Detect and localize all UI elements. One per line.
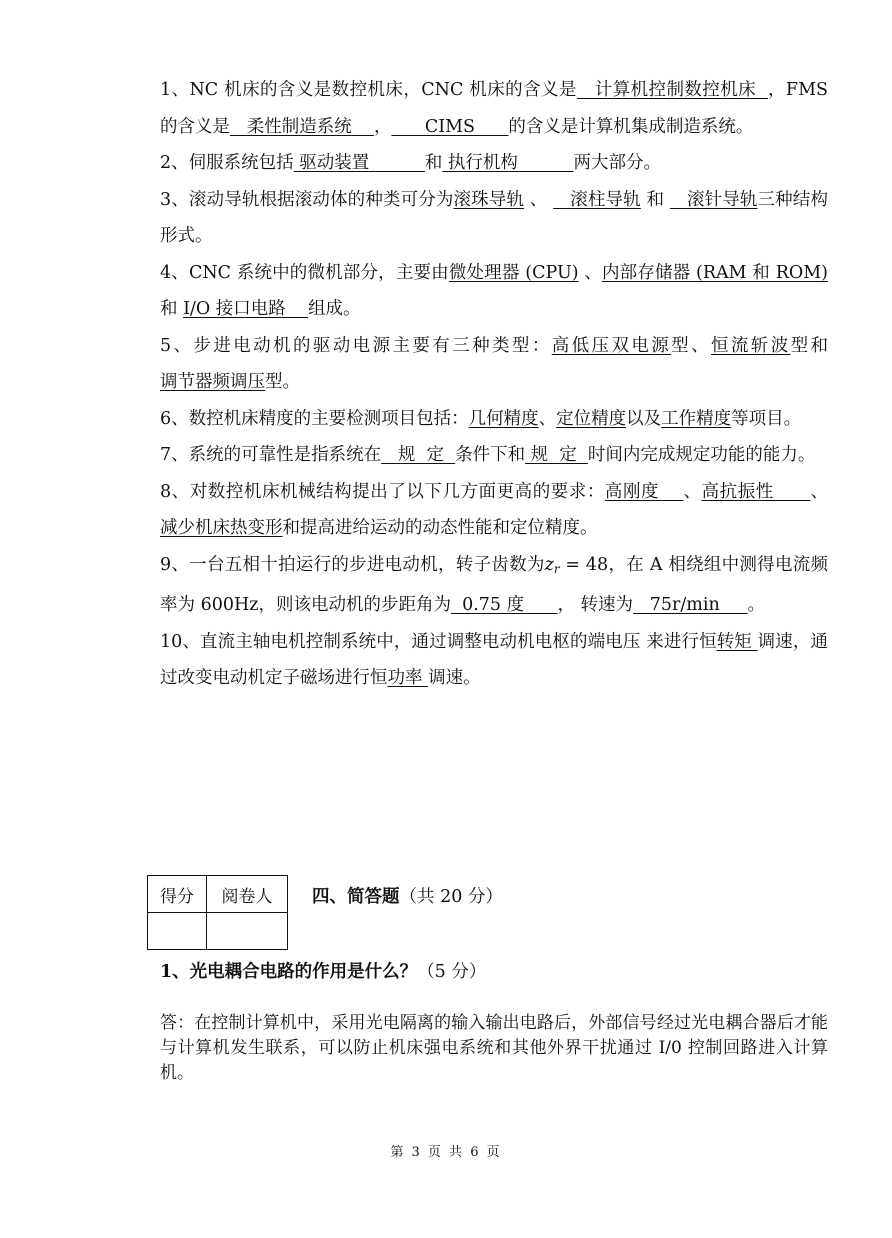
section-points: （共 20 分）	[399, 887, 503, 907]
question-text: 5、步进电动机的驱动电源主要有三种类型：	[160, 335, 552, 356]
question-4	[160, 255, 828, 328]
answer-blank: 恒流斩波	[710, 335, 791, 356]
question-8	[160, 474, 828, 547]
answer-blank: 几何精度	[468, 408, 539, 429]
answer-blank: 工作精度	[661, 408, 732, 429]
question-7	[160, 437, 828, 474]
question-text: = 48，在 A 相绕组中测得电流频率为 600Hz，则该电动机的步距角为	[160, 554, 828, 615]
question-text: ，	[373, 116, 392, 137]
answer-blank: 执行机构	[442, 153, 574, 173]
answer-blank: 计算机控制数控机床	[576, 80, 769, 100]
answer-blank: 滚珠导轨	[453, 189, 525, 210]
question-3	[160, 182, 828, 255]
question-text: 和提高进给运动的动态性能和定位精度。	[282, 518, 598, 538]
answer-blank: 减少机床热变形	[160, 518, 283, 538]
question-text: 6、数控机床精度的主要检测项目包括：	[160, 408, 469, 429]
score-cell	[148, 913, 207, 950]
question-text: 型。	[265, 372, 300, 392]
answer-blank: 定位精度	[556, 408, 627, 429]
question-text: 的含义是计算机集成制造系统。	[508, 116, 754, 137]
question-6	[160, 401, 828, 438]
page-footer: 第 3 页 共 6 页	[390, 1145, 502, 1160]
question-text: 型、	[671, 335, 711, 356]
short-question-1-points: （5 分）	[417, 962, 487, 982]
grader-header: 阅卷人	[207, 876, 288, 913]
answer-blank: 规 定	[525, 445, 588, 465]
answer-blank: 转矩	[716, 631, 758, 652]
question-text: ，FMS 的含义是	[160, 80, 828, 137]
answer-blank: 驱动装置	[293, 153, 425, 173]
question-text: 和	[160, 299, 184, 319]
question-text: 2、伺服系统包括	[160, 153, 294, 173]
section-heading	[312, 883, 503, 908]
question-2	[160, 145, 828, 182]
grader-cell	[207, 913, 288, 950]
answer-blank: 滚柱导轨	[553, 189, 641, 210]
fill-in-questions	[160, 72, 828, 697]
score-table	[147, 875, 288, 950]
question-text: 三种结构形式。	[160, 189, 828, 246]
short-question-1	[160, 958, 486, 983]
question-9	[160, 547, 828, 624]
answer-blank: 功率	[387, 668, 429, 688]
answer-blank: 高刚度	[604, 481, 684, 502]
question-text: 以及	[626, 408, 662, 429]
question-text: 等项目。	[731, 408, 802, 429]
question-text: 、	[524, 189, 554, 210]
answer-text: 答：在控制计算机中，采用光电隔离的输入输出电路后，外部信号经过光电耦合器后才能与计算机发生联系，可以防止机床强电系统和其他外界干扰通过 I/0 控制回路进入计算机。	[160, 1013, 828, 1083]
question-text: 和	[424, 153, 443, 173]
question-5	[160, 328, 828, 401]
answer-blank: I/O 接口电路	[183, 299, 309, 319]
answer-blank: 调节器频调压	[160, 372, 265, 392]
answer-blank: 规 定	[381, 445, 456, 465]
score-header: 得分	[148, 876, 207, 913]
question-text: 两大部分。	[573, 153, 662, 173]
question-text: 组成。	[308, 299, 361, 319]
short-question-1-title: 1、光电耦合电路的作用是什么？	[160, 962, 418, 982]
question-text: 7、系统的可靠性是指系统在	[160, 445, 382, 465]
question-text: 8、对数控机床机械结构提出了以下几方面更高的要求：	[160, 481, 605, 502]
answer-blank: 滚针导轨	[669, 189, 758, 210]
question-text: 、	[578, 262, 602, 283]
answer-blank: 柔性制造系统	[230, 116, 374, 137]
answer-blank: 0.75 度	[450, 595, 558, 615]
section-title: 四、简答题	[312, 887, 400, 907]
question-text: 4、CNC 系统中的微机部分，主要由	[160, 262, 449, 283]
question-text: 、	[538, 408, 557, 429]
question-text: 时间内完成规定功能的能力。	[587, 445, 816, 465]
question-text: 调速。	[428, 668, 481, 688]
answer-blank: 高低压双电源	[551, 335, 672, 356]
subscript-text: r	[553, 561, 560, 576]
question-text: 、	[683, 481, 702, 502]
question-text: 1、NC 机床的含义是数控机床，CNC 机床的含义是	[160, 80, 577, 100]
question-text: 、	[810, 481, 828, 502]
formula-variable: z	[544, 554, 554, 575]
answer-blank: 内部存储器 (RAM 和 ROM)	[601, 262, 828, 283]
question-1	[160, 72, 828, 145]
question-text: 。	[747, 595, 766, 615]
question-text: 3、滚动导轨根据滚动体的种类可分为	[160, 189, 454, 210]
answer-blank: 75r/min	[633, 595, 748, 615]
question-text: ， 转速为	[557, 595, 634, 615]
question-text: 调速，通过改变电动机定子磁场进行恒	[160, 631, 828, 688]
answer-blank: 微处理器 (CPU)	[448, 262, 579, 283]
answer-blank: 高抗振性	[701, 481, 811, 502]
question-10	[160, 624, 828, 697]
question-text: 10、直流主轴电机控制系统中，通过调整电动机电枢的端电压 来进行恒	[160, 631, 717, 652]
answer-blank: CIMS	[391, 116, 509, 137]
question-text: 型和	[790, 335, 829, 356]
question-text: 条件下和	[455, 445, 526, 465]
question-text: 和	[640, 189, 670, 210]
question-text: 9、一台五相十拍运行的步进电动机，转子齿数为	[160, 554, 545, 575]
